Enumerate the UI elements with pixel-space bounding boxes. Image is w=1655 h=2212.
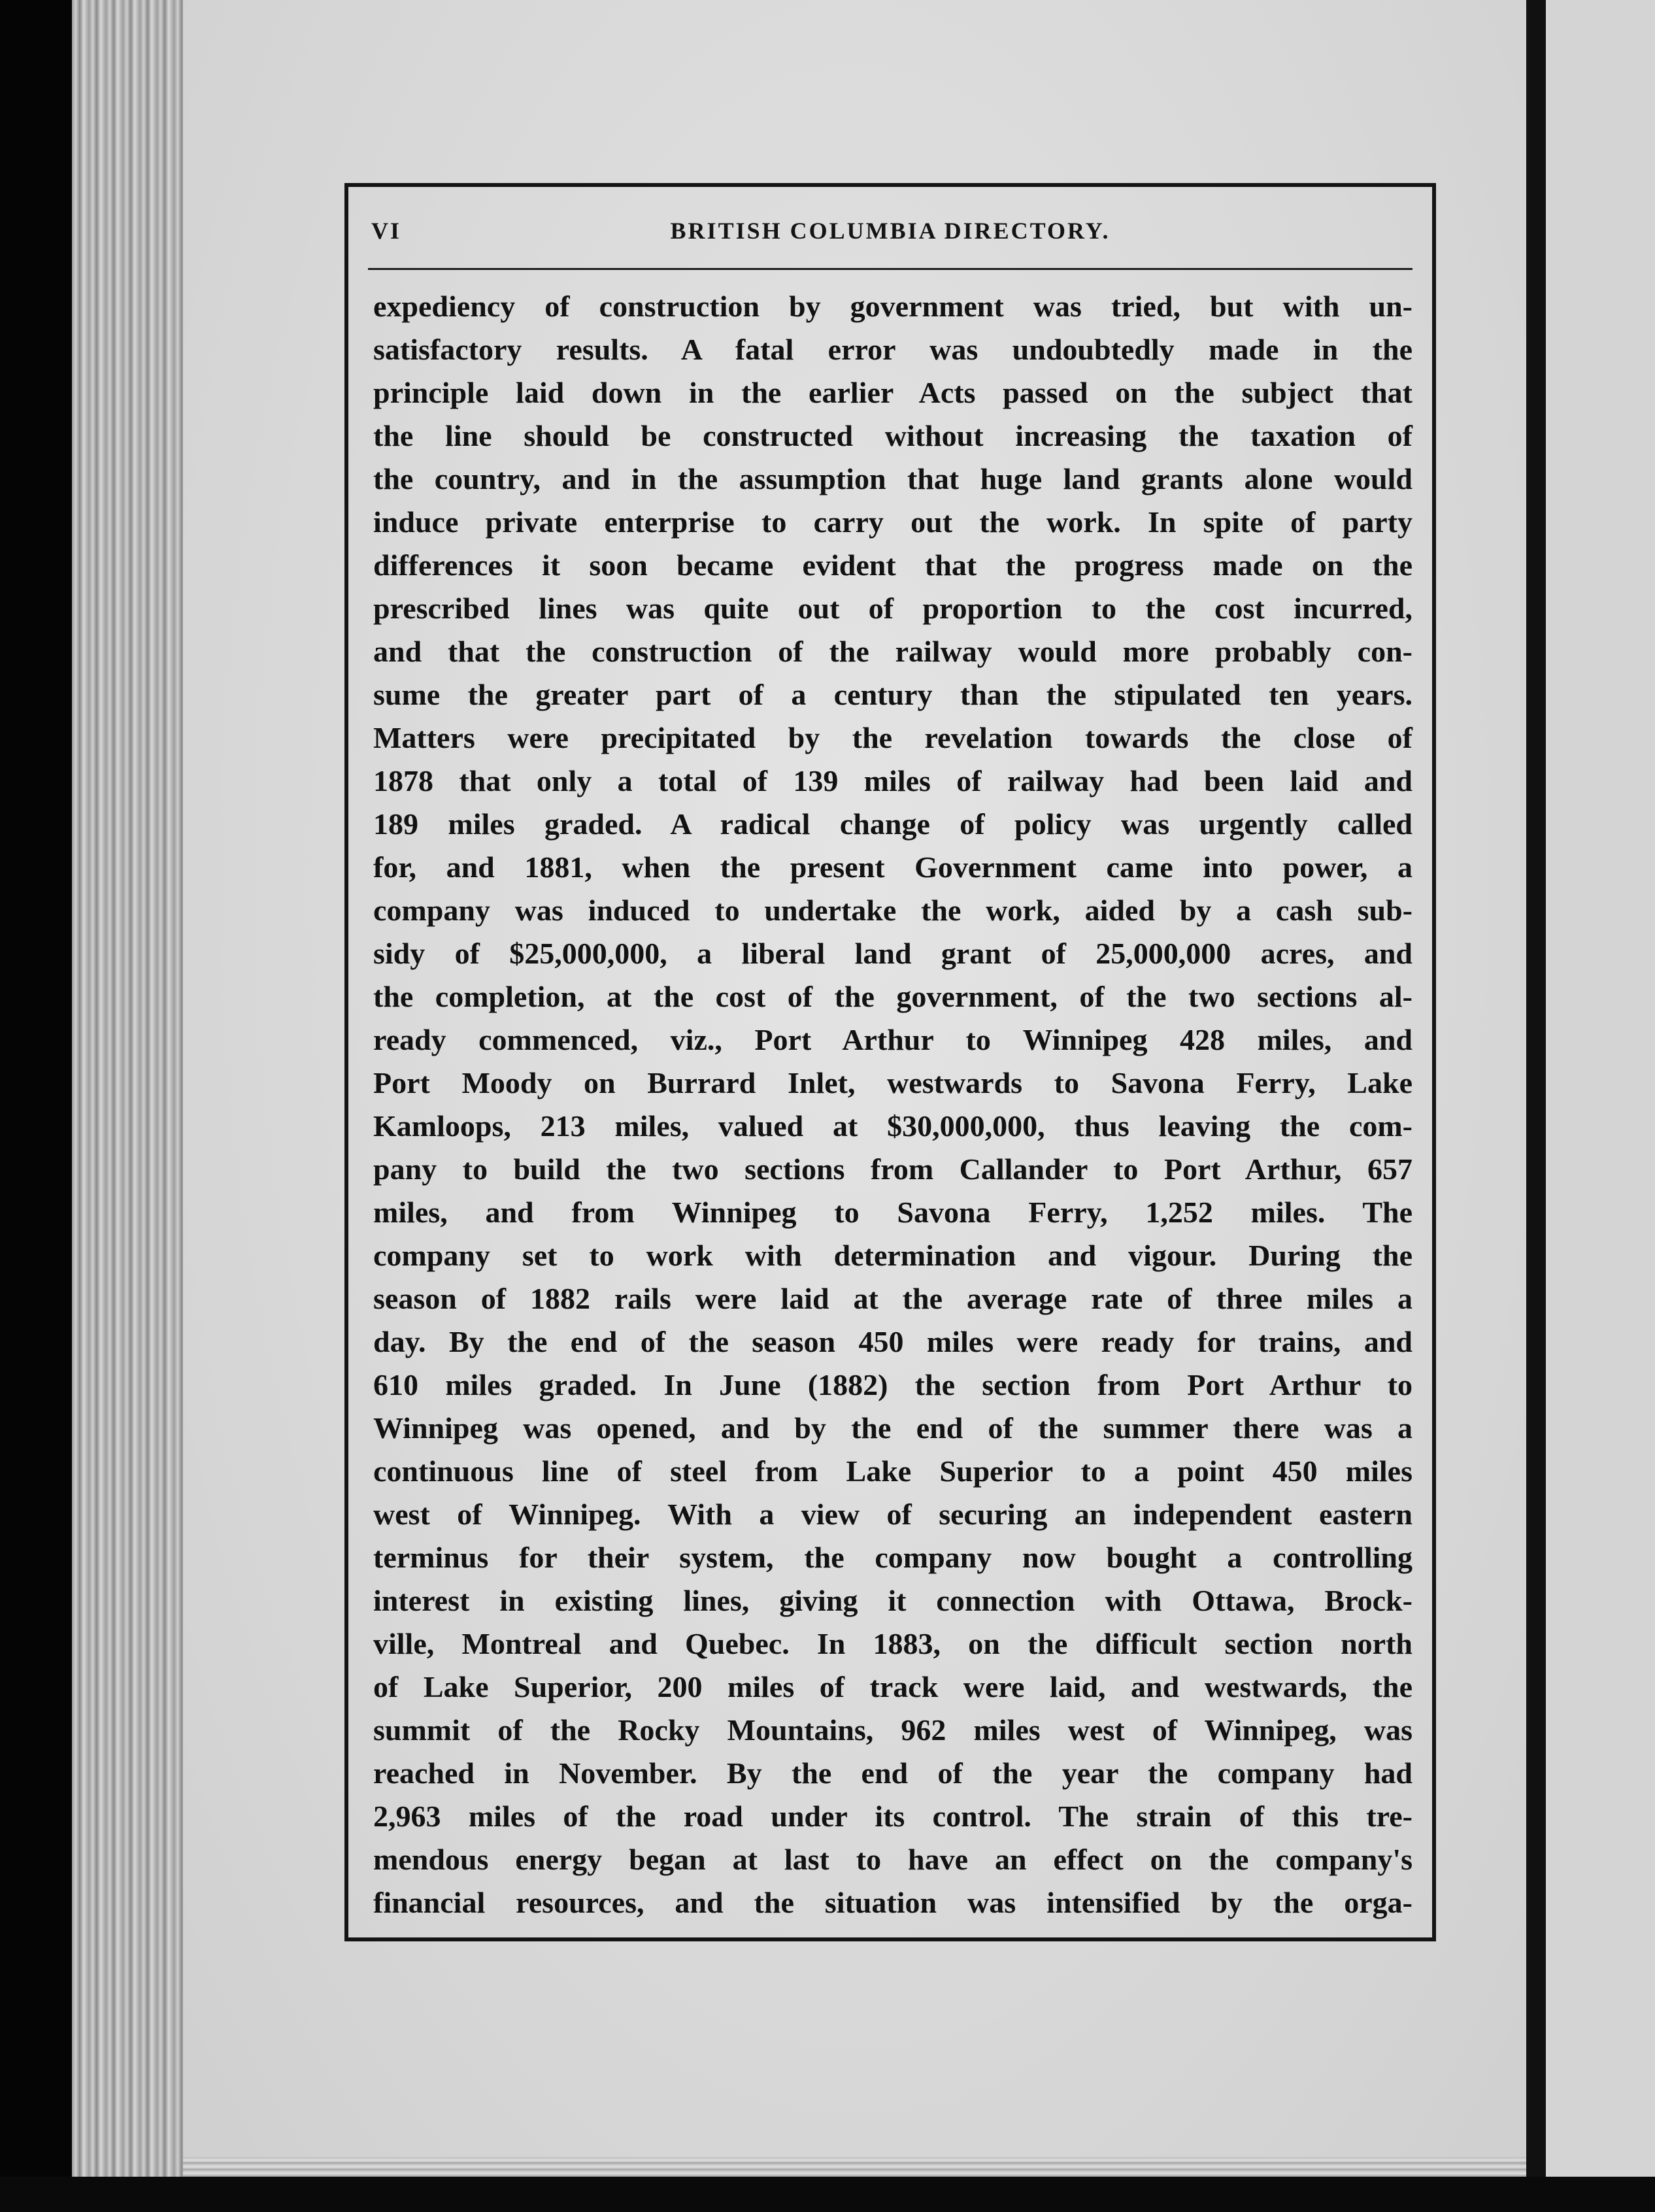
text-line: season of 1882 rails were laid at the average rate of three miles a (373, 1282, 1413, 1315)
scan-border-bottom (0, 2177, 1655, 2212)
text-line: mendous energy began at last to have an effect on the company's (373, 1843, 1413, 1876)
text-line: prescribed lines was quite out of proportion to the cost incurred, (373, 592, 1413, 625)
text-line: sume the greater part of a century than the stipulated ten years. (373, 678, 1413, 711)
text-line: company was induced to undertake the work, aided by a cash sub- (373, 894, 1413, 927)
text-line: 2,963 miles of the road under its control. The strain of this tre- (373, 1800, 1413, 1833)
text-line: pany to build the two sections from Callander to Port Arthur, 657 (373, 1152, 1413, 1186)
text-line: satisfactory results. A fatal error was undoubtedly made in the (373, 333, 1413, 366)
text-line: reached in November. By the end of the year the company had (373, 1756, 1413, 1790)
text-line: continuous line of steel from Lake Superior to a point 450 miles (373, 1454, 1413, 1488)
text-line: differences it soon became evident that the progress made on the (373, 548, 1413, 582)
page-bottom-edge (183, 2157, 1526, 2177)
text-line: summit of the Rocky Mountains, 962 miles west of Winnipeg, was (373, 1713, 1413, 1747)
text-line: miles, and from Winnipeg to Savona Ferry, 1,252 miles. The (373, 1196, 1413, 1229)
scan-border-left (0, 0, 72, 2212)
text-line: of Lake Superior, 200 miles of track were laid, and westwards, the (373, 1670, 1413, 1703)
text-line: the line should be constructed without increasing the taxation of (373, 419, 1413, 452)
book-gutter (1526, 0, 1546, 2212)
text-line: for, and 1881, when the present Government came into power, a (373, 850, 1413, 884)
running-head (371, 217, 1409, 256)
text-line: Kamloops, 213 miles, valued at $30,000,000, thus leaving the com- (373, 1109, 1413, 1143)
text-line: west of Winnipeg. With a view of securing an independent eastern (373, 1498, 1413, 1531)
text-line: 189 miles graded. A radical change of policy was urgently called (373, 807, 1413, 841)
text-line: principle laid down in the earlier Acts passed on the subject that (373, 376, 1413, 409)
text-line: Winnipeg was opened, and by the end of the summer there was a (373, 1411, 1413, 1445)
text-line: the completion, at the cost of the government, of the two sections al- (373, 980, 1413, 1013)
text-line: Port Moody on Burrard Inlet, westwards to Savona Ferry, Lake (373, 1066, 1413, 1099)
text-line: ville, Montreal and Quebec. In 1883, on the difficult section north (373, 1627, 1413, 1660)
text-line: 610 miles graded. In June (1882) the section from Port Arthur to (373, 1368, 1413, 1401)
text-line: sidy of $25,000,000, a liberal land grant of 25,000,000 acres, and (373, 937, 1413, 970)
text-line: ready commenced, viz., Port Arthur to Winnipeg 428 miles, and (373, 1023, 1413, 1056)
text-line: induce private enterprise to carry out the work. In spite of party (373, 505, 1413, 539)
page-edges (72, 0, 190, 2183)
text-line: 1878 that only a total of 139 miles of railway had been laid and (373, 764, 1413, 797)
text-line: terminus for their system, the company now bought a controlling (373, 1541, 1413, 1574)
text-line: the country, and in the assumption that huge land grants alone would (373, 462, 1413, 495)
text-line: company set to work with determination and vigour. During the (373, 1239, 1413, 1272)
text-line: and that the construction of the railway would more probably con- (373, 635, 1413, 668)
text-line: interest in existing lines, giving it connection with Ottawa, Brock- (373, 1584, 1413, 1617)
body-text (373, 285, 1413, 1924)
text-line: expediency of construction by government was tried, but with un- (373, 290, 1413, 323)
text-line: financial resources, and the situation was intensified by the orga- (373, 1886, 1413, 1919)
page-title: BRITISH COLUMBIA DIRECTORY. (670, 218, 1111, 244)
text-frame (344, 183, 1436, 1941)
facing-page (1546, 0, 1655, 2177)
header-rule (368, 268, 1413, 270)
text-line: day. By the end of the season 450 miles were ready for trains, and (373, 1325, 1413, 1358)
page-number: VI (371, 218, 402, 244)
text-line: Matters were precipitated by the revelation towards the close of (373, 721, 1413, 754)
